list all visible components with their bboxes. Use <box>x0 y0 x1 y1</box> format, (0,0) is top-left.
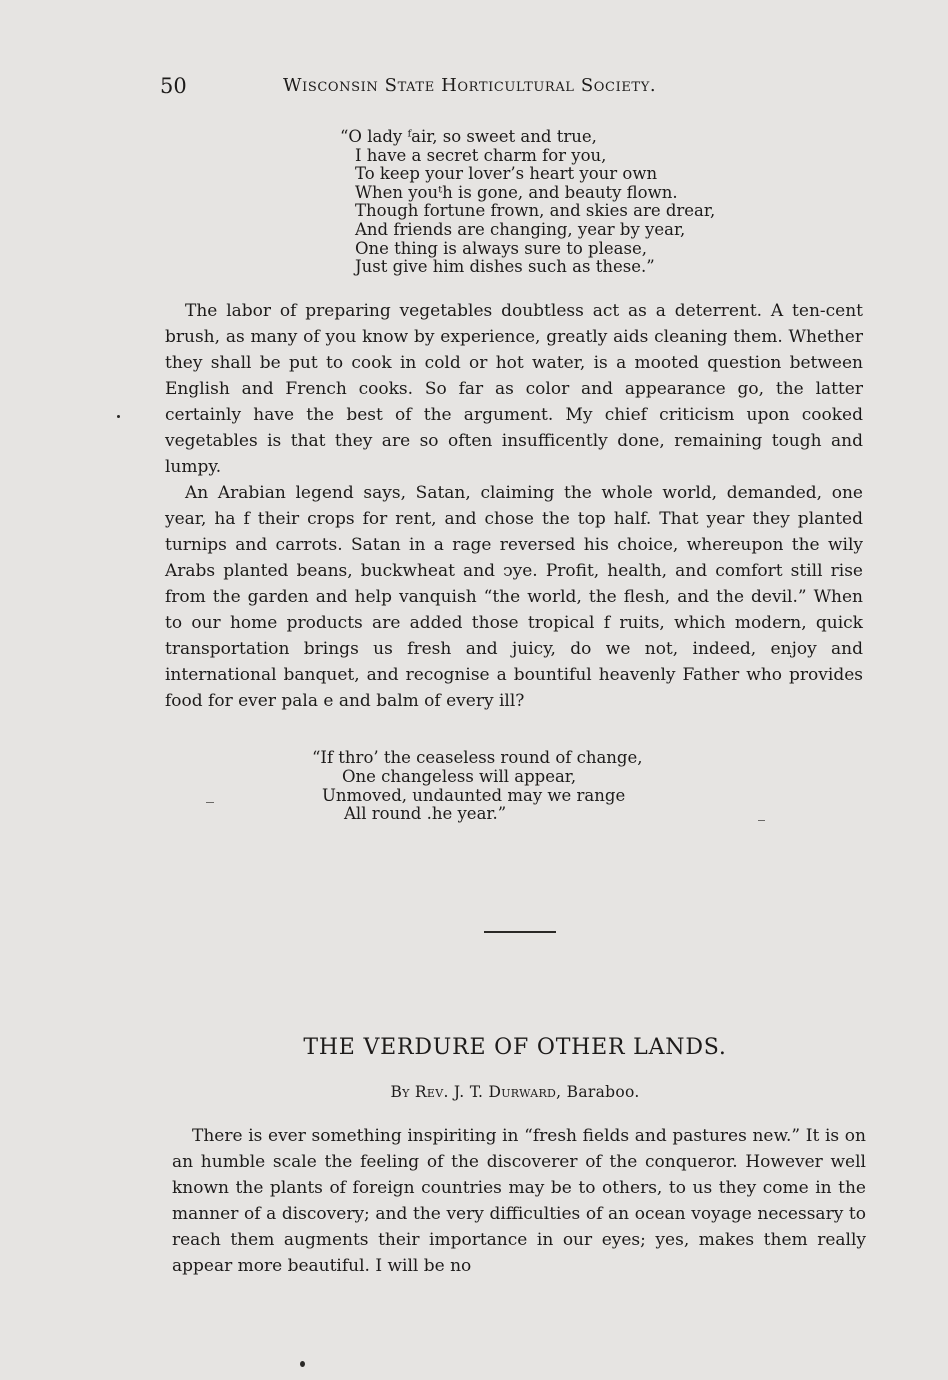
opening-verse <box>340 128 715 277</box>
verse-line: To keep your lover’s heart your own <box>355 164 658 184</box>
verse-line: Though fortune frown, and skies are drear, <box>355 201 716 221</box>
verse-line: Just give him dishes such as these.” <box>355 257 655 277</box>
paragraph-text: An Arabian legend says, Satan, claiming the whole world, demanded, one year, ha f their crops for rent, and chose the top half. That year they planted turnips and carrots. Satan in a rage reversed his choice, whereupon the wily Arabs planted beans, buckwheat and ↄye. Profit, health, and comfort still rise from the garden and help vanquish “the world, the flesh, and the devil.” When to our home products are added those tropical f ruits, which modern, quick transportation brings us fresh and juicy, do we not, indeed, enjoy and international banquet, and recognise a bountiful heavenly Father who provides food for ever pala e and balm of every ill? <box>165 483 863 711</box>
byline-place: Baraboo. <box>566 1083 640 1101</box>
verse-line: One changeless will appear, <box>342 766 577 786</box>
verse-line: One thing is always sure to please, <box>355 238 647 258</box>
verse-line: Unmoved, undaunted may we range <box>322 785 626 805</box>
paragraph-text: The labor of preparing vegetables doubtless act as a deterrent. A ten-cent brush, as many of you know by experience, greatly aids cleaning them. Whether they shall be put to cook in cold or hot water, is a mooted question between English and French cooks. So far as color and appearance go, the latter certainly have the best of the argument. My chief criticism upon cooked vegetables is that they are so often insufficently done, remaining tough and lumpy. <box>165 301 863 477</box>
article-byline <box>160 1083 870 1101</box>
ink-speck <box>117 415 120 418</box>
paragraph-vegetables <box>165 298 863 480</box>
byline-author: By Rev. J. T. Durward, <box>390 1083 562 1101</box>
paragraph-arabian-legend <box>165 480 863 714</box>
page-header <box>160 74 860 102</box>
article-title: THE VERDURE OF OTHER LANDS. <box>303 1035 727 1060</box>
running-title: Wisconsin State Horticultural Society. <box>283 75 657 96</box>
print-mark <box>758 820 765 821</box>
paragraph-verdure <box>172 1123 866 1279</box>
ink-speck <box>300 1361 305 1367</box>
verse-line: And friends are changing, year by year, <box>355 219 686 239</box>
verse-line: “O lady ᶠair, so sweet and true, <box>340 127 597 146</box>
verse-line: When youᵗh is gone, and beauty flown. <box>355 182 678 202</box>
section-divider <box>484 931 556 933</box>
verse-line: “If thro’ the ceaseless round of change, <box>312 748 643 767</box>
verse-line: I have a secret charm for you, <box>355 145 607 165</box>
closing-verse <box>312 749 643 824</box>
print-mark <box>206 802 214 803</box>
verse-line: All round .he year.” <box>344 804 507 824</box>
page-number: 50 <box>160 74 187 98</box>
paragraph-text: There is ever something inspiriting in “fresh fields and pastures new.” It is on an humble scale the feeling of the discoverer of the conqueror. However well known the plants of foreign countries may be to others, to us they come in the manner of a discovery; and the very difficulties of an ocean voyage necessary to reach them augments their importance in our eyes; yes, makes them really appear more beautiful. I will be no <box>172 1126 866 1276</box>
